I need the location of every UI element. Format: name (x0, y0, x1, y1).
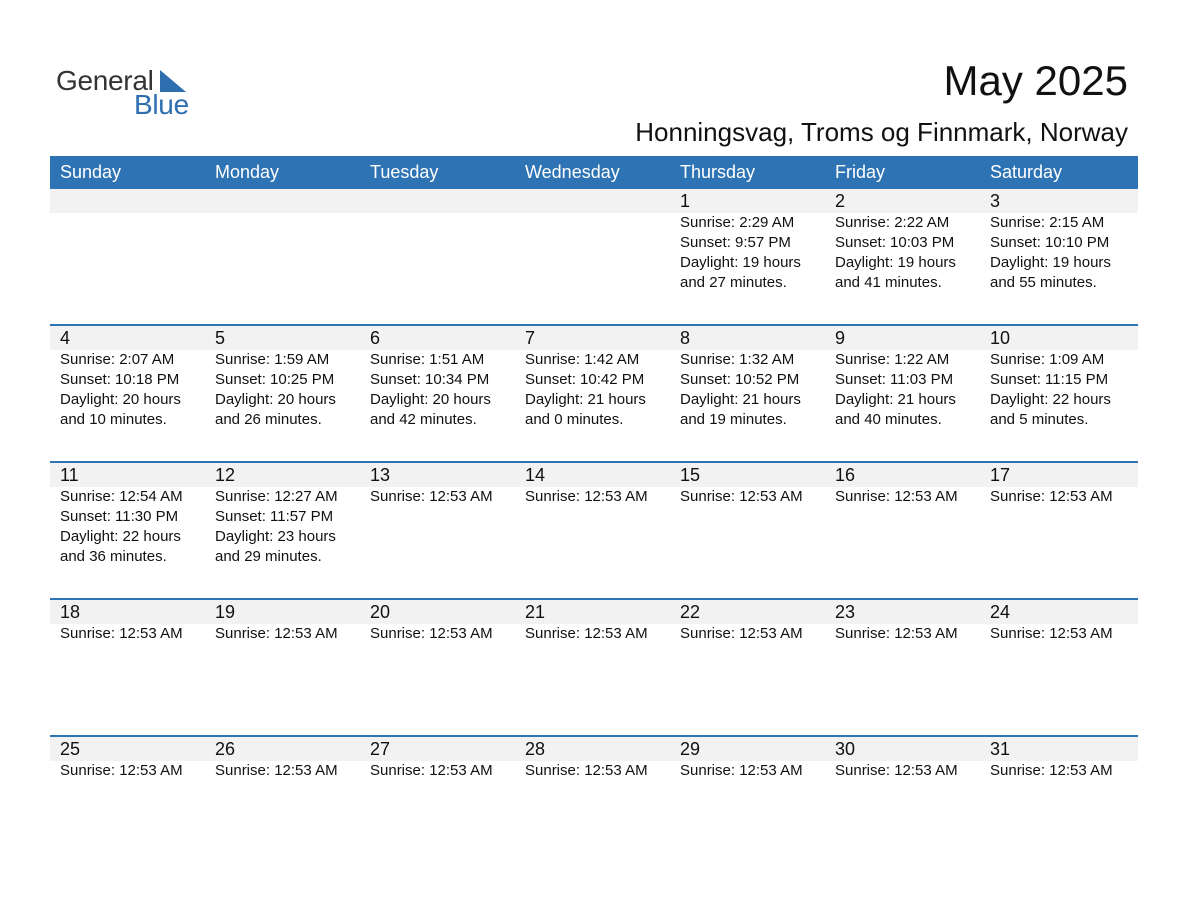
day-info-line: and 40 minutes. (835, 411, 942, 428)
logo-general-text: General (56, 65, 154, 96)
day-info-line: Sunset: 10:25 PM (215, 371, 335, 388)
day-info-line: and 0 minutes. (525, 411, 624, 428)
day-info-line: Sunrise: 12:53 AM (680, 488, 803, 505)
day-info-line: and 29 minutes. (215, 548, 322, 565)
day-number: 1 (680, 191, 691, 211)
day-info-line: and 36 minutes. (60, 548, 167, 565)
day-info-line: Sunrise: 1:59 AM (215, 351, 330, 368)
day-info-line: Sunrise: 12:53 AM (680, 625, 803, 642)
weekday-header: Thursday (680, 162, 756, 182)
day-info-line: Daylight: 19 hours (990, 254, 1111, 271)
day-info-line: Sunrise: 12:54 AM (60, 488, 183, 505)
day-info-line: Sunrise: 12:53 AM (835, 762, 958, 779)
week-row (50, 598, 1138, 735)
day-number: 25 (60, 739, 81, 759)
day-info-line: Daylight: 20 hours (215, 391, 336, 408)
day-info-line: Sunrise: 12:53 AM (990, 488, 1113, 505)
week-days (50, 600, 1138, 644)
generalblue-logo (56, 64, 196, 120)
day-number: 29 (680, 739, 701, 759)
day-cell (825, 326, 980, 430)
day-cell (205, 463, 360, 567)
day-cell (515, 600, 670, 644)
day-number (215, 189, 360, 213)
weeks-container (50, 189, 1138, 872)
day-info-line: Sunrise: 12:53 AM (60, 762, 183, 779)
day-number: 23 (835, 602, 856, 622)
day-cell (515, 463, 670, 567)
day-info-line: Daylight: 20 hours (370, 391, 491, 408)
day-info-line: Sunset: 10:10 PM (990, 234, 1110, 251)
day-cell (360, 737, 515, 781)
calendar-grid (50, 156, 1138, 872)
day-number: 12 (215, 465, 236, 485)
day-cell (825, 463, 980, 567)
week-row (50, 189, 1138, 324)
page-title: May 2025 (943, 57, 1128, 104)
day-number: 3 (990, 191, 1001, 211)
day-info-line: Sunset: 10:03 PM (835, 234, 955, 251)
weekday-header: Tuesday (370, 162, 439, 182)
day-info-line: and 10 minutes. (60, 411, 167, 428)
day-number: 31 (990, 739, 1011, 759)
day-info-line: and 19 minutes. (680, 411, 787, 428)
day-cell (670, 737, 825, 781)
day-info-line: Sunrise: 2:07 AM (60, 351, 175, 368)
day-info-line: Daylight: 22 hours (60, 528, 181, 545)
day-number: 2 (835, 191, 846, 211)
day-info-line: Sunset: 10:18 PM (60, 371, 180, 388)
day-cell (50, 189, 205, 293)
day-cell (360, 189, 515, 293)
day-cell (980, 189, 1138, 293)
day-cell (50, 463, 205, 567)
week-row (50, 735, 1138, 872)
day-cell (205, 600, 360, 644)
day-info-line: Sunset: 9:57 PM (680, 234, 791, 251)
day-info-line: Daylight: 23 hours (215, 528, 336, 545)
day-cell (825, 600, 980, 644)
day-info-line: Sunrise: 12:53 AM (60, 625, 183, 642)
day-cell (205, 737, 360, 781)
day-info-line: Sunrise: 12:53 AM (370, 488, 493, 505)
day-info-line: Sunset: 11:57 PM (215, 508, 334, 525)
day-info-line: Sunrise: 12:53 AM (215, 762, 338, 779)
day-info-line: Daylight: 22 hours (990, 391, 1111, 408)
day-info-line: Sunset: 10:34 PM (370, 371, 490, 388)
day-number: 4 (60, 328, 71, 348)
weekday-header: Wednesday (525, 162, 620, 182)
day-info-line: Daylight: 20 hours (60, 391, 181, 408)
day-info-line: Sunset: 10:52 PM (680, 371, 800, 388)
day-number: 16 (835, 465, 856, 485)
week-row (50, 461, 1138, 598)
day-number: 22 (680, 602, 701, 622)
day-number: 20 (370, 602, 391, 622)
day-info-line: Daylight: 21 hours (680, 391, 801, 408)
day-info-line: Sunrise: 2:22 AM (835, 214, 950, 231)
day-cell (670, 189, 825, 293)
day-cell (50, 600, 205, 644)
weekday-header: Friday (835, 162, 886, 182)
day-info-line: and 27 minutes. (680, 274, 787, 291)
day-cell (825, 737, 980, 781)
day-info-line: Sunrise: 12:53 AM (680, 762, 803, 779)
week-days (50, 326, 1138, 430)
day-number: 24 (990, 602, 1011, 622)
day-number (525, 189, 670, 213)
day-info-line: Daylight: 21 hours (835, 391, 956, 408)
day-info-line: Daylight: 19 hours (835, 254, 956, 271)
day-number: 8 (680, 328, 691, 348)
day-cell (980, 326, 1138, 430)
day-number: 11 (60, 465, 79, 485)
day-info-line: Sunset: 11:30 PM (60, 508, 179, 525)
day-number: 27 (370, 739, 391, 759)
day-number: 21 (525, 602, 546, 622)
day-info-line: and 42 minutes. (370, 411, 477, 428)
day-info-line: Sunrise: 1:51 AM (370, 351, 485, 368)
day-number: 18 (60, 602, 81, 622)
day-cell (515, 326, 670, 430)
day-info-line: Sunrise: 1:32 AM (680, 351, 795, 368)
day-info-line: Sunrise: 12:53 AM (525, 625, 648, 642)
day-info-line: Sunset: 10:42 PM (525, 371, 645, 388)
day-info-line: Sunrise: 12:53 AM (835, 488, 958, 505)
day-number: 14 (525, 465, 546, 485)
day-cell (205, 326, 360, 430)
day-info-line: Daylight: 21 hours (525, 391, 646, 408)
day-cell (670, 600, 825, 644)
day-info-line: Sunrise: 12:27 AM (215, 488, 338, 505)
day-info-line: Sunset: 11:03 PM (835, 371, 954, 388)
day-info-line: and 41 minutes. (835, 274, 942, 291)
day-info-line: Sunrise: 1:09 AM (990, 351, 1105, 368)
day-cell (825, 189, 980, 293)
week-row (50, 324, 1138, 461)
day-info-line: Sunrise: 12:53 AM (525, 762, 648, 779)
week-days (50, 463, 1138, 567)
day-info-line: Sunrise: 12:53 AM (990, 762, 1113, 779)
day-cell (980, 737, 1138, 781)
weekday-header: Monday (215, 162, 280, 182)
day-cell (980, 600, 1138, 644)
day-info-line: Sunrise: 12:53 AM (370, 625, 493, 642)
day-cell (980, 463, 1138, 567)
day-cell (515, 737, 670, 781)
day-number: 10 (990, 328, 1011, 348)
day-info-line: Sunrise: 12:53 AM (835, 625, 958, 642)
day-number (60, 189, 205, 213)
day-number: 6 (370, 328, 381, 348)
day-info-line: Sunset: 11:15 PM (990, 371, 1109, 388)
day-info-line: Daylight: 19 hours (680, 254, 801, 271)
day-number: 9 (835, 328, 846, 348)
weekday-header-row (50, 156, 1138, 189)
day-info-line: Sunrise: 12:53 AM (370, 762, 493, 779)
day-cell (360, 326, 515, 430)
location-subtitle: Honningsvag, Troms og Finnmark, Norway (635, 117, 1128, 147)
day-info-line: Sunrise: 12:53 AM (215, 625, 338, 642)
day-number: 7 (525, 328, 536, 348)
day-number: 5 (215, 328, 226, 348)
day-number (370, 189, 515, 213)
weekday-header: Saturday (990, 162, 1063, 182)
logo-blue-text: Blue (134, 89, 189, 120)
week-days (50, 737, 1138, 781)
day-info-line: Sunrise: 2:15 AM (990, 214, 1105, 231)
day-cell (670, 326, 825, 430)
day-info-line: Sunrise: 12:53 AM (525, 488, 648, 505)
day-number: 15 (680, 465, 701, 485)
day-number: 19 (215, 602, 236, 622)
day-cell (670, 463, 825, 567)
day-info-line: and 26 minutes. (215, 411, 322, 428)
day-info-line: and 5 minutes. (990, 411, 1089, 428)
day-info-line: Sunrise: 1:22 AM (835, 351, 950, 368)
day-cell (50, 737, 205, 781)
day-number: 28 (525, 739, 546, 759)
day-info-line: Sunrise: 12:53 AM (990, 625, 1113, 642)
day-cell (50, 326, 205, 430)
day-info-line: and 55 minutes. (990, 274, 1097, 291)
day-number: 17 (990, 465, 1011, 485)
day-number: 13 (370, 465, 391, 485)
day-cell (205, 189, 360, 293)
day-cell (515, 189, 670, 293)
weekday-header: Sunday (60, 162, 122, 182)
day-info-line: Sunrise: 2:29 AM (680, 214, 795, 231)
week-days (50, 189, 1138, 293)
day-cell (360, 463, 515, 567)
day-number: 30 (835, 739, 856, 759)
day-number: 26 (215, 739, 236, 759)
day-cell (360, 600, 515, 644)
day-info-line: Sunrise: 1:42 AM (525, 351, 640, 368)
